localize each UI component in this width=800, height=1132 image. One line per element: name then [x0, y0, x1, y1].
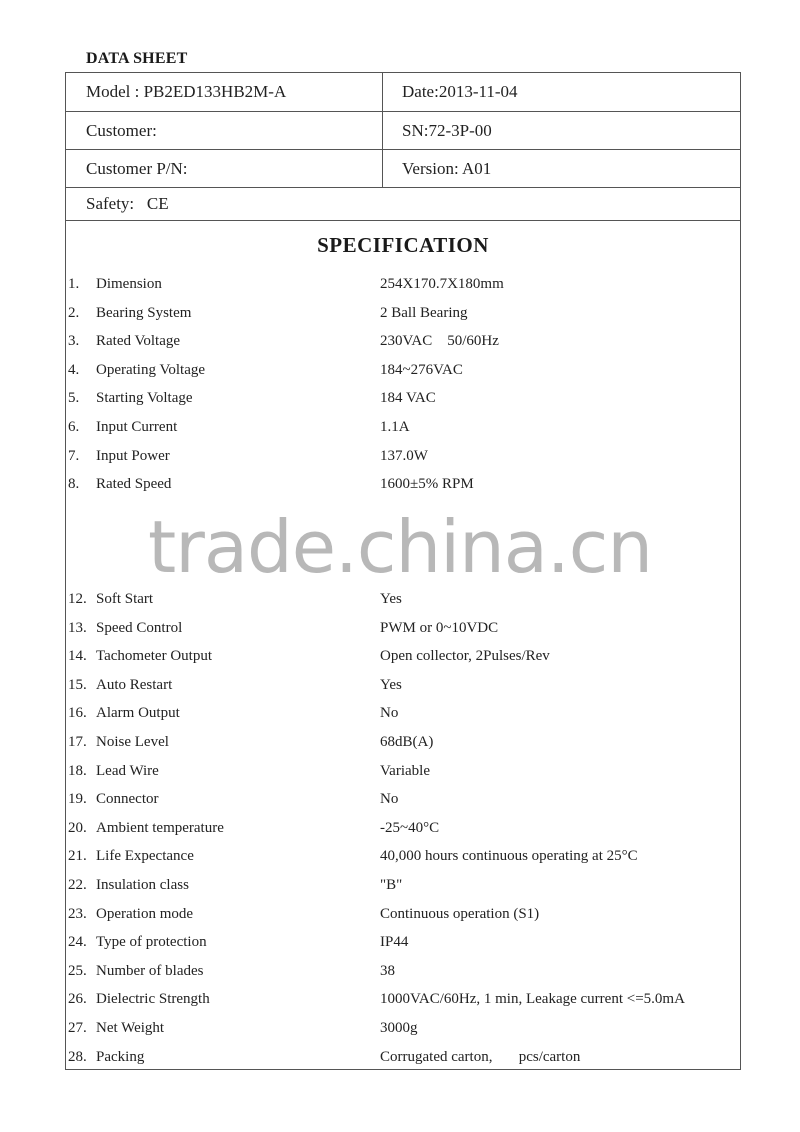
spec-value: 1.1A: [380, 419, 410, 435]
spec-number: 1.: [68, 276, 80, 292]
spec-label: Type of protection: [96, 934, 207, 951]
spec-row: [66, 390, 740, 412]
spec-row: [66, 305, 740, 327]
spec-row: [66, 820, 740, 842]
spec-value: Variable: [380, 762, 430, 779]
spec-value: -25~40°C: [380, 819, 440, 836]
spec-label: Starting Voltage: [96, 390, 193, 407]
spec-number: 19.: [68, 791, 87, 808]
spec-label: Dielectric Strength: [96, 991, 210, 1008]
spec-label: Alarm Output: [96, 705, 180, 722]
spec-label: Life Expectance: [96, 848, 194, 865]
spec-value: 68dB(A): [380, 734, 434, 750]
spec-label: Packing: [96, 1048, 145, 1065]
spec-row: [66, 906, 740, 928]
spec-value: "B": [380, 877, 403, 893]
spec-number: 16.: [68, 705, 87, 722]
spec-label: Insulation class: [96, 877, 189, 893]
header-divider: [382, 73, 383, 188]
spec-label: Dimension: [96, 276, 162, 292]
spec-value: 2 Ball Bearing: [380, 304, 468, 321]
spec-number: 22.: [68, 877, 87, 893]
spec-value: 184 VAC: [380, 390, 436, 407]
spec-label: Net Weight: [96, 1020, 165, 1036]
spec-row: [66, 705, 740, 727]
spec-number: 26.: [68, 991, 87, 1008]
spec-number: 4.: [68, 361, 80, 378]
spec-value: Corrugated carton, pcs/carton: [380, 1048, 581, 1065]
spec-row: [66, 362, 740, 384]
spec-value: 3000g: [380, 1020, 418, 1036]
spec-label: Tachometer Output: [96, 648, 212, 665]
spec-value: 1600±5% RPM: [380, 476, 474, 493]
spec-row: [66, 963, 740, 985]
spec-row: [66, 734, 740, 756]
spec-row: [66, 648, 740, 670]
spec-label: Auto Restart: [96, 676, 173, 693]
spec-label: Lead Wire: [96, 762, 159, 779]
spec-label: Operating Voltage: [96, 361, 206, 378]
spec-row: [66, 448, 740, 470]
spec-row: [66, 677, 740, 699]
spec-label: Speed Control: [96, 619, 183, 636]
spec-number: 6.: [68, 419, 80, 435]
model-field: Model : PB2ED133HB2M-A: [86, 82, 287, 101]
spec-number: 24.: [68, 934, 87, 951]
header-row-model: [66, 73, 740, 112]
spec-row: [66, 276, 740, 298]
sn-field: SN:72-3P-00: [402, 120, 492, 140]
spec-row: [66, 848, 740, 870]
spec-row: [66, 620, 740, 642]
spec-row: [66, 419, 740, 441]
spec-row: [66, 476, 740, 498]
spec-value: PWM or 0~10VDC: [380, 619, 499, 636]
spec-label: Noise Level: [96, 734, 169, 750]
spec-label: Number of blades: [96, 962, 204, 979]
spec-number: 14.: [68, 648, 87, 665]
spec-label: Input Power: [96, 447, 170, 464]
spec-number: 13.: [68, 619, 87, 636]
spec-value: Continuous operation (S1): [380, 905, 540, 922]
spec-number: 23.: [68, 905, 87, 922]
safety-field: Safety: CE: [86, 194, 169, 213]
spec-label: Rated Speed: [96, 476, 172, 493]
spec-number: 25.: [68, 962, 87, 979]
spec-row: [66, 791, 740, 813]
spec-number: 20.: [68, 819, 87, 836]
spec-number: 7.: [68, 447, 80, 464]
header-row-safety: [66, 188, 740, 221]
spec-value: No: [380, 705, 399, 722]
spec-value: 38: [380, 962, 395, 979]
spec-value: 40,000 hours continuous operating at 25°C: [380, 848, 638, 865]
spec-value: No: [380, 791, 399, 808]
customer-pn-field: Customer P/N:: [86, 158, 188, 178]
spec-number: 18.: [68, 762, 87, 779]
spec-number: 28.: [68, 1048, 87, 1065]
spec-value: Yes: [380, 676, 402, 693]
watermark-text: trade.china.cn: [148, 505, 652, 589]
spec-value: 184~276VAC: [380, 361, 463, 378]
spec-value: IP44: [380, 934, 409, 951]
spec-row: [66, 591, 740, 613]
spec-value: 230VAC 50/60Hz: [380, 333, 499, 350]
spec-number: 27.: [68, 1020, 87, 1036]
spec-label: Rated Voltage: [96, 333, 181, 350]
spec-number: 5.: [68, 390, 80, 407]
spec-label: Ambient temperature: [96, 819, 224, 836]
spec-label: Connector: [96, 791, 159, 808]
spec-number: 12.: [68, 591, 87, 607]
spec-value: Open collector, 2Pulses/Rev: [380, 648, 550, 665]
spec-row: [66, 763, 740, 785]
spec-number: 21.: [68, 848, 87, 865]
spec-label: Bearing System: [96, 304, 192, 321]
spec-value: 254X170.7X180mm: [380, 276, 504, 292]
specification-heading: SPECIFICATION: [317, 233, 489, 257]
spec-row: [66, 877, 740, 899]
spec-label: Input Current: [96, 419, 178, 435]
spec-row: [66, 333, 740, 355]
spec-value: 137.0W: [380, 447, 428, 464]
spec-number: 2.: [68, 304, 80, 321]
spec-label: Soft Start: [96, 591, 154, 607]
spec-number: 17.: [68, 734, 87, 750]
spec-row: [66, 1049, 740, 1071]
spec-number: 15.: [68, 676, 87, 693]
spec-row: [66, 991, 740, 1013]
spec-value: 1000VAC/60Hz, 1 min, Leakage current <=5.0mA: [380, 991, 685, 1008]
spec-row: [66, 934, 740, 956]
document-title: DATA SHEET: [86, 50, 188, 67]
spec-row: [66, 1020, 740, 1042]
date-field: Date:2013-11-04: [402, 82, 518, 101]
customer-field: Customer:: [86, 120, 157, 140]
version-field: Version: A01: [402, 158, 492, 178]
spec-number: 3.: [68, 333, 80, 350]
header-row-customer: [66, 112, 740, 150]
spec-value: Yes: [380, 591, 402, 607]
spec-label: Operation mode: [96, 905, 194, 922]
header-row-customer-pn: [66, 150, 740, 188]
spec-number: 8.: [68, 476, 80, 493]
